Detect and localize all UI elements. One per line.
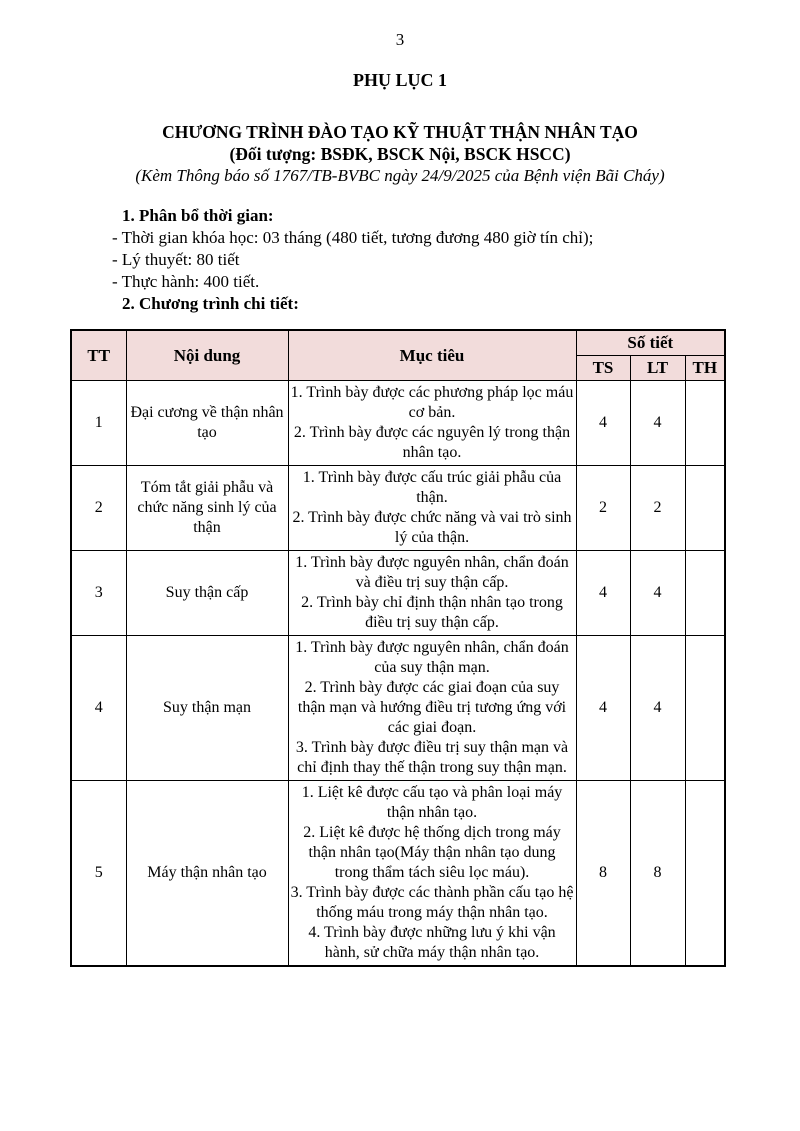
objective-item: 2. Trình bày được chức năng và vai trò sinh lý của thận. [292, 509, 572, 546]
cell-muc-tieu [288, 381, 576, 466]
cell-th [685, 381, 725, 466]
cell-th [685, 636, 725, 781]
objective-item: 1. Trình bày được nguyên nhân, chẩn đoán của suy thận mạn. [295, 639, 569, 676]
column-header-tt: TT [71, 330, 126, 381]
table-row [71, 551, 725, 636]
cell-ts: 2 [576, 466, 630, 551]
objective-item: 1. Trình bày được cấu trúc giải phẫu của thận. [302, 469, 562, 506]
column-header-ts: TS [576, 356, 630, 381]
objective-item: 3. Trình bày được các thành phần cấu tạo hệ thống máu trong máy thận nhân tạo. [290, 884, 574, 921]
table-row [71, 781, 725, 967]
time-allocation-item: - Lý thuyết: 80 tiết [112, 250, 240, 269]
curriculum-table [70, 329, 726, 967]
objective-item: 1. Trình bày được các phương pháp lọc máu cơ bản. [290, 384, 574, 421]
cell-tt: 4 [71, 636, 126, 781]
time-allocation-item: - Thực hành: 400 tiết. [112, 272, 260, 291]
cell-lt: 4 [630, 381, 685, 466]
cell-noi-dung: Suy thận mạn [126, 636, 288, 781]
objective-item: 2. Trình bày được các giai đoạn của suy thận mạn và hướng điều trị tương ứng với các giai đoạn. [297, 679, 567, 736]
cell-ts: 8 [576, 781, 630, 967]
objective-item: 2. Trình bày chỉ định thận nhân tạo trong điều trị suy thận cấp. [301, 594, 563, 631]
document-title: CHƯƠNG TRÌNH ĐÀO TẠO KỸ THUẬT THẬN NHÂN TẠO [162, 122, 638, 142]
column-header-muc-tieu: Mục tiêu [288, 330, 576, 381]
objective-item: 2. Trình bày được các nguyên lý trong thận nhân tạo. [293, 424, 571, 461]
curriculum-table-header [71, 330, 725, 381]
cell-lt: 8 [630, 781, 685, 967]
cell-noi-dung: Máy thận nhân tạo [126, 781, 288, 967]
cell-th [685, 781, 725, 967]
cell-ts: 4 [576, 551, 630, 636]
objective-item: 1. Liệt kê được cấu tạo và phân loại máy thận nhân tạo. [301, 784, 563, 821]
document-subtitle: (Đối tượng: BSĐK, BSCK Nội, BSCK HSCC) [229, 144, 571, 164]
section-heading-time-allocation: 1. Phân bổ thời gian: [122, 206, 274, 225]
cell-muc-tieu [288, 636, 576, 781]
cell-th [685, 466, 725, 551]
cell-noi-dung: Tóm tắt giải phẫu và chức năng sinh lý của thận [126, 466, 288, 551]
cell-lt: 4 [630, 636, 685, 781]
section-heading-detail-program: 2. Chương trình chi tiết: [122, 294, 299, 313]
objective-item: 3. Trình bày được điều trị suy thận mạn và chỉ định thay thế thận trong suy thận mạn. [295, 739, 569, 776]
cell-muc-tieu [288, 781, 576, 967]
cell-th [685, 551, 725, 636]
time-allocation-item: - Thời gian khóa học: 03 tháng (480 tiết, tương đương 480 giờ tín chỉ); [112, 228, 594, 247]
cell-muc-tieu [288, 466, 576, 551]
cell-lt: 4 [630, 551, 685, 636]
objective-item: 2. Liệt kê được hệ thống dịch trong máy thận nhân tạo(Máy thận nhân tạo dung trong thẩm tách siêu lọc máu). [303, 824, 561, 881]
column-header-th: TH [685, 356, 725, 381]
table-row [71, 466, 725, 551]
objective-item: 1. Trình bày được nguyên nhân, chẩn đoán và điều trị suy thận cấp. [295, 554, 569, 591]
cell-ts: 4 [576, 381, 630, 466]
cell-muc-tieu [288, 551, 576, 636]
page-number: 3 [395, 30, 405, 49]
objective-item: 4. Trình bày được những lưu ý khi vận hành, sử chữa máy thận nhân tạo. [308, 924, 556, 961]
table-row [71, 636, 725, 781]
cell-tt: 2 [71, 466, 126, 551]
cell-noi-dung: Đại cương về thận nhân tạo [126, 381, 288, 466]
column-header-noi-dung: Nội dung [126, 330, 288, 381]
cell-tt: 3 [71, 551, 126, 636]
time-allocation-section [70, 205, 730, 315]
cell-tt: 5 [71, 781, 126, 967]
column-header-lt: LT [630, 356, 685, 381]
column-header-so-tiet: Số tiết [576, 330, 725, 356]
table-row [71, 381, 725, 466]
cell-lt: 2 [630, 466, 685, 551]
document-reference: (Kèm Thông báo số 1767/TB-BVBC ngày 24/9/2025 của Bệnh viện Bãi Cháy) [135, 166, 665, 185]
cell-ts: 4 [576, 636, 630, 781]
appendix-heading: PHỤ LỤC 1 [353, 70, 447, 90]
cell-tt: 1 [71, 381, 126, 466]
cell-noi-dung: Suy thận cấp [126, 551, 288, 636]
curriculum-table-body [71, 381, 725, 967]
